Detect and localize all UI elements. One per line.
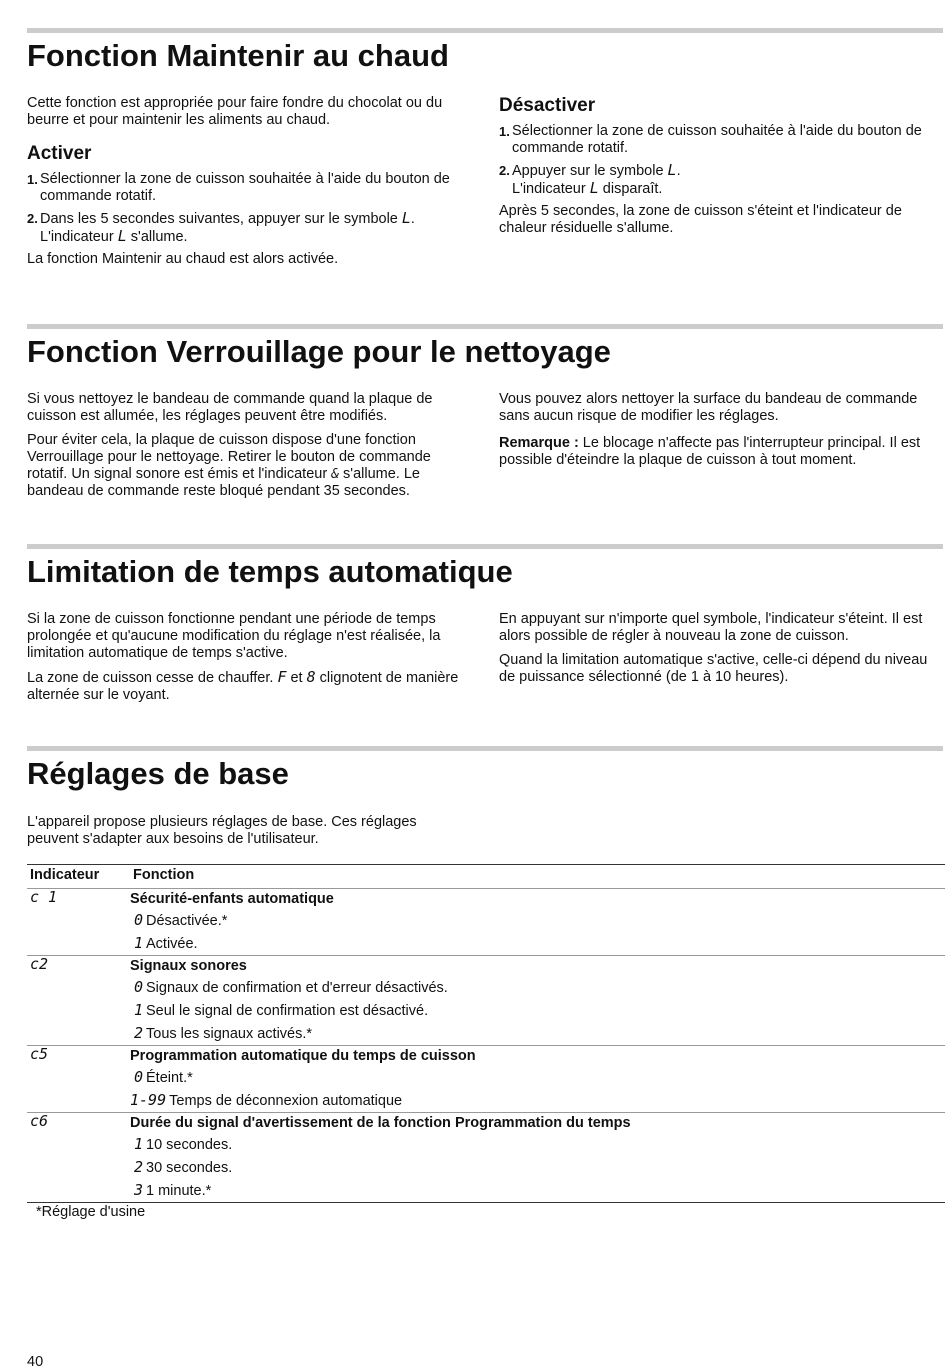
option-code: 2 (133, 1158, 143, 1176)
setting-indicator: c2 (30, 955, 49, 973)
note-label: Remarque : (499, 435, 579, 451)
setting-option (130, 976, 945, 999)
section-title: Fonction Verrouillage pour le nettoyage (27, 334, 611, 369)
paragraph-text: s'allume. Le bandeau de commande reste bloqué pendant 35 secondes. (27, 466, 420, 499)
cleaning-lock-p3: Vous pouvez alors nettoyer la surface du bandeau de commande sans aucun risque de modifier les réglages. (499, 391, 918, 424)
keep-warm-right-column (499, 95, 939, 244)
setting-option (130, 1022, 945, 1045)
column-header-function: Fonction (130, 865, 945, 889)
step-number: 2. (27, 211, 38, 226)
option-code: 0 (133, 978, 143, 996)
step-text: Appuyer sur le symbole (512, 163, 668, 179)
auto-time-limit-right-column (499, 611, 939, 693)
option-text: Tous les signaux activés.* (146, 1026, 313, 1042)
table-footnote: *Réglage d'usine (36, 1204, 146, 1220)
setting-option (130, 1089, 945, 1112)
section-divider (27, 324, 943, 329)
step-text: Sélectionner la zone de cuisson souhaitée à l'aide du bouton de commande rotatif. (40, 171, 450, 204)
keep-warm-left-column (27, 95, 467, 275)
cleaning-lock-left-column (27, 391, 467, 507)
step-text: L'indicateur (40, 229, 118, 245)
keep-warm-indicator: L (589, 179, 599, 197)
option-code: 0 (133, 1068, 143, 1086)
activate-steps (27, 171, 467, 246)
keep-warm-symbol: L (401, 209, 411, 227)
cleaning-lock-p1: Si vous nettoyez le bandeau de commande quand la plaque de cuisson est allumée, les réglages peuvent être modifiés. (27, 391, 433, 424)
setting-indicator: c5 (30, 1045, 49, 1063)
auto-time-limit-p2 (27, 669, 467, 704)
option-text: Signaux de confirmation et d'erreur désactivés. (146, 980, 448, 996)
eight-display-symbol: 8 (306, 668, 316, 686)
step-number: 2. (499, 163, 510, 178)
section-divider (27, 28, 943, 33)
step-text: Dans les 5 secondes suivantes, appuyer sur le symbole (40, 211, 402, 227)
step-text: . (676, 163, 681, 179)
option-code: 2 (133, 1024, 143, 1042)
section-cleaning-lock (27, 324, 943, 370)
option-text: Temps de déconnexion automatique (169, 1093, 403, 1109)
activate-result: La fonction Maintenir au chaud est alors activée. (27, 251, 339, 267)
auto-time-limit-left-column (27, 611, 467, 711)
option-code: 0 (133, 911, 143, 929)
setting-indicator: c 1 (30, 888, 58, 906)
keep-warm-indicator: L (117, 227, 127, 245)
table-header-row (27, 865, 945, 889)
section-keep-warm (27, 28, 943, 74)
activate-heading: Activer (27, 143, 92, 164)
step-text: Sélectionner la zone de cuisson souhaitée à l'aide du bouton de commande rotatif. (512, 123, 922, 156)
setting-option (130, 1156, 945, 1179)
table-row (27, 889, 945, 956)
auto-time-limit-p1: Si la zone de cuisson fonctionne pendant une période de temps prolongée et qu'aucune modification du réglage n'est réalisée, la limitation automatique de temps s'active. (27, 611, 441, 661)
note-text: Le blocage n'affecte pas l'interrupteur principal. Il est possible d'éteindre la plaque de cuisson à tout moment. (499, 435, 921, 468)
option-code: 1 (133, 934, 143, 952)
setting-option (130, 1179, 945, 1202)
option-text: Éteint.* (146, 1070, 193, 1086)
activate-step-2 (27, 210, 467, 246)
step-text: disparaît. (598, 181, 663, 197)
deactivate-steps (499, 123, 939, 198)
step-text: L'indicateur (512, 181, 590, 197)
paragraph-text: Pour éviter cela, la plaque de cuisson dispose d'une fonction Verrouillage pour le nettoyage. Retirer le bouton de commande rotatif. Un signal sonore est émis et l'indicateur (27, 432, 431, 482)
table-row (27, 1113, 945, 1203)
option-text: Activée. (146, 936, 198, 952)
deactivate-step-2 (499, 162, 939, 198)
setting-title: Signaux sonores (130, 958, 247, 974)
cleaning-lock-right-column (499, 391, 939, 476)
section-auto-time-limit (27, 544, 943, 590)
step-text: s'allume. (126, 229, 188, 245)
setting-indicator: c6 (30, 1112, 49, 1130)
basic-settings-table (27, 864, 945, 1203)
option-code: 1-99 (130, 1091, 167, 1109)
step-text: . (410, 211, 415, 227)
option-text: 30 secondes. (146, 1160, 233, 1176)
cleaning-lock-icon: & (331, 467, 340, 482)
section-title: Fonction Maintenir au chaud (27, 38, 449, 73)
paragraph-text: clignotent de manière alternée sur le voyant. (27, 670, 459, 703)
setting-option (130, 909, 945, 932)
auto-time-limit-p3: En appuyant sur n'importe quel symbole, l'indicateur s'éteint. Il est alors possible de régler à nouveau la zone de cuisson. (499, 611, 923, 644)
section-basic-settings (27, 746, 943, 792)
deactivate-result: Après 5 secondes, la zone de cuisson s'éteint et l'indicateur de chaleur résiduelle s'allume. (499, 203, 902, 236)
option-text: 10 secondes. (146, 1137, 233, 1153)
setting-option (130, 999, 945, 1022)
option-code: 3 (133, 1181, 143, 1199)
column-header-indicator: Indicateur (27, 865, 130, 889)
paragraph-text: La zone de cuisson cesse de chauffer. (27, 670, 278, 686)
section-divider (27, 544, 943, 549)
section-divider (27, 746, 943, 751)
table-row (27, 1046, 945, 1113)
cleaning-lock-note (499, 435, 939, 469)
deactivate-heading: Désactiver (499, 95, 596, 116)
step-number: 1. (27, 172, 38, 187)
cleaning-lock-p2 (27, 432, 467, 500)
f-display-symbol: F (277, 668, 287, 686)
setting-option (130, 1066, 945, 1089)
setting-title: Sécurité-enfants automatique (130, 891, 334, 907)
page-number: 40 (27, 1354, 44, 1370)
option-code: 1 (133, 1001, 143, 1019)
basic-settings-intro: L'appareil propose plusieurs réglages de base. Ces réglages peuvent s'adapter aux besoins de l'utilisateur. (27, 814, 417, 847)
setting-title: Programmation automatique du temps de cuisson (130, 1048, 476, 1064)
section-title: Limitation de temps automatique (27, 554, 513, 589)
section-title: Réglages de base (27, 756, 289, 791)
setting-option (130, 1133, 945, 1156)
keep-warm-intro: Cette fonction est appropriée pour faire fondre du chocolat ou du beurre et pour maintenir les aliments au chaud. (27, 95, 443, 128)
setting-option (130, 932, 945, 955)
table-row (27, 956, 945, 1046)
option-text: Seul le signal de confirmation est désactivé. (146, 1003, 429, 1019)
keep-warm-symbol: L (667, 161, 677, 179)
step-number: 1. (499, 124, 510, 139)
setting-title: Durée du signal d'avertissement de la fonction Programmation du temps (130, 1115, 631, 1131)
deactivate-step-1 (499, 123, 939, 157)
paragraph-text: et (286, 670, 307, 686)
option-text: Désactivée.* (146, 913, 228, 929)
basic-settings-intro-column (27, 814, 467, 855)
option-text: 1 minute.* (146, 1183, 212, 1199)
option-code: 1 (133, 1135, 143, 1153)
activate-step-1 (27, 171, 467, 205)
auto-time-limit-p4: Quand la limitation automatique s'active, celle-ci dépend du niveau de puissance sélectionné (de 1 à 10 heures). (499, 652, 928, 685)
